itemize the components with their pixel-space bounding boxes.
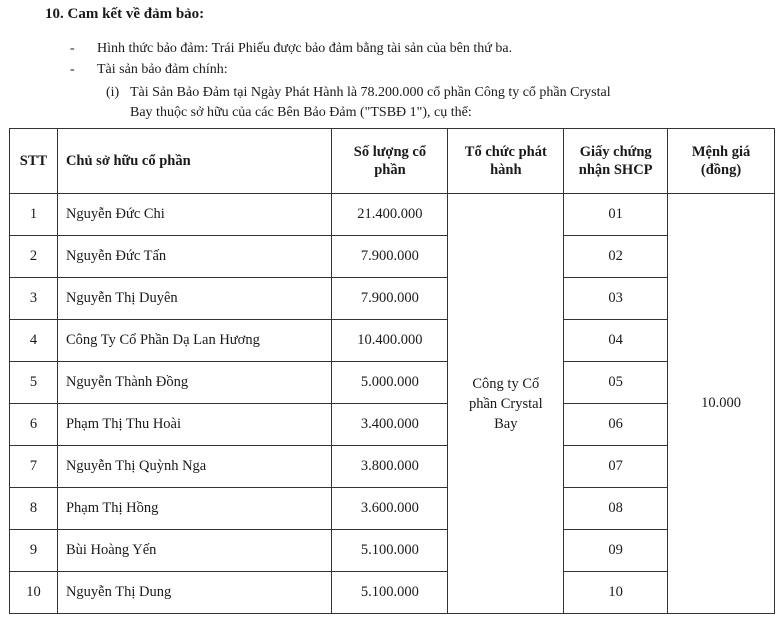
table-row: [10, 236, 775, 278]
table-header-row: [10, 129, 775, 194]
section-title: 10. Cam kết về đảm bảo:: [45, 6, 205, 22]
cell-stt: 4: [10, 320, 58, 362]
table-row: [10, 404, 775, 446]
cell-owner: Nguyễn Đức Chi: [57, 194, 332, 236]
bullet-text: Hình thức bảo đảm: Trái Phiếu được bảo đảm bằng tài sản của bên thứ ba.: [97, 41, 513, 56]
cell-quantity: 3.800.000: [332, 446, 448, 488]
cell-certificate: 05: [564, 362, 668, 404]
cell-quantity: 7.900.000: [332, 278, 448, 320]
table-row: [10, 530, 775, 572]
cell-quantity: 5.100.000: [332, 572, 448, 614]
cell-certificate: 10: [564, 572, 668, 614]
header-quantity: [332, 129, 448, 194]
header-issuer-line-1: Tổ chức phát: [464, 144, 547, 160]
cell-certificate: 04: [564, 320, 668, 362]
cell-stt: 5: [10, 362, 58, 404]
header-issuer: [448, 129, 564, 194]
table-row: [10, 488, 775, 530]
header-par-line-1: Mệnh giá: [691, 144, 751, 160]
bullet-text: Tài sản bảo đảm chính:: [97, 62, 228, 77]
cell-owner: Nguyễn Đức Tấn: [57, 236, 332, 278]
cell-quantity: 3.400.000: [332, 404, 448, 446]
header-quantity-line-1: Số lượng cổ: [353, 144, 427, 160]
cell-certificate: 08: [564, 488, 668, 530]
cell-quantity: 10.400.000: [332, 320, 448, 362]
issuer-line-1: Công ty Cổ: [472, 375, 540, 392]
cell-quantity: 3.600.000: [332, 488, 448, 530]
bullet-dash: -: [70, 41, 75, 56]
header-stt: STT: [10, 129, 58, 194]
cell-stt: 6: [10, 404, 58, 446]
table-row: [10, 446, 775, 488]
header-certificate-line-2: nhận SHCP: [578, 162, 653, 178]
header-certificate-line-1: Giấy chứng: [579, 144, 652, 160]
collateral-table: [9, 128, 775, 614]
cell-owner: Phạm Thị Hồng: [57, 488, 332, 530]
cell-certificate: 09: [564, 530, 668, 572]
cell-certificate: 06: [564, 404, 668, 446]
header-par-value: [668, 129, 775, 194]
cell-certificate: 07: [564, 446, 668, 488]
cell-quantity: 5.000.000: [332, 362, 448, 404]
bullet-dash: -: [70, 62, 75, 77]
sub-item-marker: (i): [106, 85, 120, 100]
cell-stt: 1: [10, 194, 58, 236]
cell-owner: Phạm Thị Thu Hoài: [57, 404, 332, 446]
cell-owner: Nguyễn Thị Quỳnh Nga: [57, 446, 332, 488]
cell-stt: 3: [10, 278, 58, 320]
header-certificate: [564, 129, 668, 194]
cell-par-value: 10.000: [668, 194, 775, 614]
cell-stt: 10: [10, 572, 58, 614]
sub-item-line-2: Bay thuộc sở hữu của các Bên Bảo Đảm ("TSBĐ 1"), cụ thể:: [130, 105, 472, 120]
cell-stt: 9: [10, 530, 58, 572]
cell-issuer: [448, 194, 564, 614]
cell-owner: Nguyễn Thị Dung: [57, 572, 332, 614]
header-par-line-2: (đồng): [700, 162, 742, 178]
cell-owner: Công Ty Cổ Phần Dạ Lan Hương: [57, 320, 332, 362]
issuer-line-2: phần Crystal: [468, 395, 543, 412]
cell-certificate: 02: [564, 236, 668, 278]
table-row: [10, 362, 775, 404]
table-row: [10, 278, 775, 320]
cell-stt: 8: [10, 488, 58, 530]
cell-owner: Nguyễn Thành Đồng: [57, 362, 332, 404]
header-quantity-line-2: phần: [374, 162, 406, 178]
table-row: [10, 194, 775, 236]
table-row: [10, 320, 775, 362]
cell-quantity: 21.400.000: [332, 194, 448, 236]
cell-owner: Nguyễn Thị Duyên: [57, 278, 332, 320]
cell-owner: Bùi Hoàng Yến: [57, 530, 332, 572]
header-issuer-line-2: hành: [490, 162, 522, 178]
cell-certificate: 01: [564, 194, 668, 236]
cell-stt: 2: [10, 236, 58, 278]
header-owner: Chủ sở hữu cổ phần: [57, 129, 332, 194]
cell-quantity: 7.900.000: [332, 236, 448, 278]
cell-certificate: 03: [564, 278, 668, 320]
table-row: [10, 572, 775, 614]
sub-item-line-1: Tài Sản Bảo Đảm tại Ngày Phát Hành là 78.200.000 cổ phần Công ty cổ phần Crystal: [130, 85, 611, 100]
issuer-line-3: Bay: [494, 415, 518, 432]
cell-quantity: 5.100.000: [332, 530, 448, 572]
cell-stt: 7: [10, 446, 58, 488]
